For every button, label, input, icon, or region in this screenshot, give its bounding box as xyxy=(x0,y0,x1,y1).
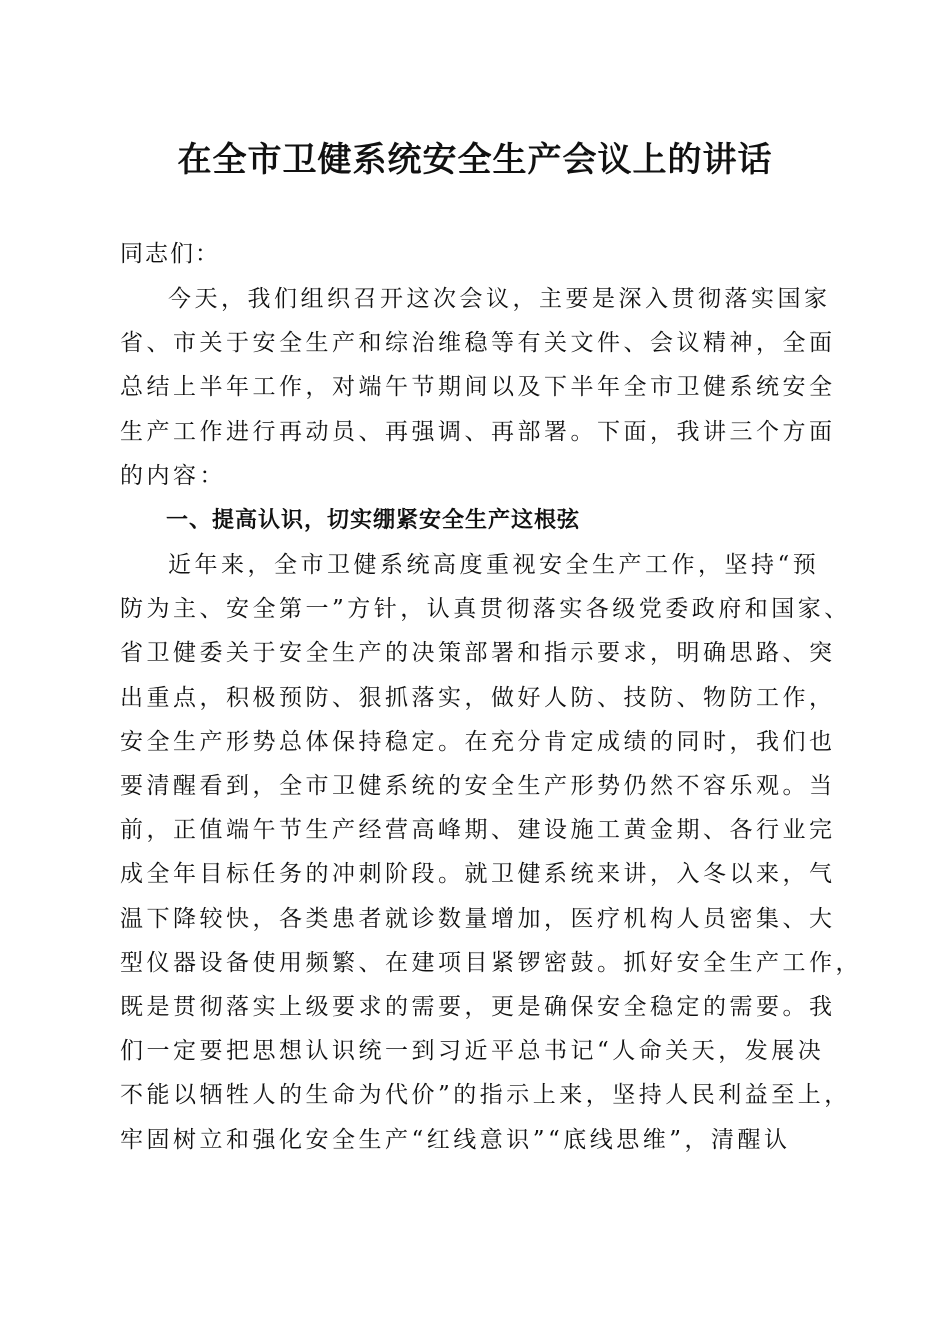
paragraph-line: 防为主、安全第一”方针，认真贯彻落实各级党委政府和国家、 xyxy=(120,596,851,623)
paragraph-line: 生产工作进行再动员、再强调、再部署。下面，我讲三个方面 xyxy=(120,418,836,445)
paragraph-line: 今天，我们组织召开这次会议，主要是深入贯彻落实国家 xyxy=(168,286,831,312)
paragraph-line: 省卫健委关于安全生产的决策部署和指示要求，明确思路、突 xyxy=(120,640,836,667)
paragraph-line: 温下降较快，各类患者就诊数量增加，医疗机构人员密集、大 xyxy=(120,905,836,932)
paragraph-line: 型仪器设备使用频繁、在建项目紧锣密鼓。抓好安全生产工作， xyxy=(120,949,862,976)
paragraph-line: 总结上半年工作，对端午节期间以及下半年全市卫健系统安全 xyxy=(120,374,836,401)
paragraph-line: 前，正值端午节生产经营高峰期、建设施工黄金期、各行业完 xyxy=(120,817,836,844)
paragraph-line: 既是贯彻落实上级要求的需要，更是确保安全稳定的需要。我 xyxy=(120,994,836,1021)
section-heading: 一、提高认识，切实绷紧安全生产这根弦 xyxy=(166,508,581,533)
paragraph-line: 不能以牺牲人的生命为代价”的指示上来，坚持人民利益至上， xyxy=(120,1082,851,1109)
paragraph-line: 成全年目标任务的冲刺阶段。就卫健系统来讲，入冬以来，气 xyxy=(120,861,836,888)
paragraph-section-1 xyxy=(120,543,862,1162)
paragraph-line: 要清醒看到，全市卫健系统的安全生产形势仍然不容乐观。当 xyxy=(120,773,836,800)
document-title: 在全市卫健系统安全生产会议上的讲话 xyxy=(177,140,773,180)
paragraph-line: 省、市关于安全生产和综治维稳等有关文件、会议精神，全面 xyxy=(120,330,836,357)
paragraph-line: 们一定要把思想认识统一到习近平总书记“人命关天，发展决 xyxy=(120,1038,825,1065)
paragraph-intro xyxy=(120,277,836,498)
paragraph-line: 安全生产形势总体保持稳定。在充分肯定成绩的同时，我们也 xyxy=(120,728,836,755)
paragraph-line: 近年来，全市卫健系统高度重视安全生产工作，坚持“预 xyxy=(168,552,820,578)
paragraph-line: 的内容： xyxy=(120,462,226,489)
salutation: 同志们： xyxy=(120,241,220,267)
paragraph-line: 牢固树立和强化安全生产“红线意识”“底线思维”，清醒认 xyxy=(120,1126,791,1153)
paragraph-line: 出重点，积极预防、狠抓落实，做好人防、技防、物防工作， xyxy=(120,684,836,711)
